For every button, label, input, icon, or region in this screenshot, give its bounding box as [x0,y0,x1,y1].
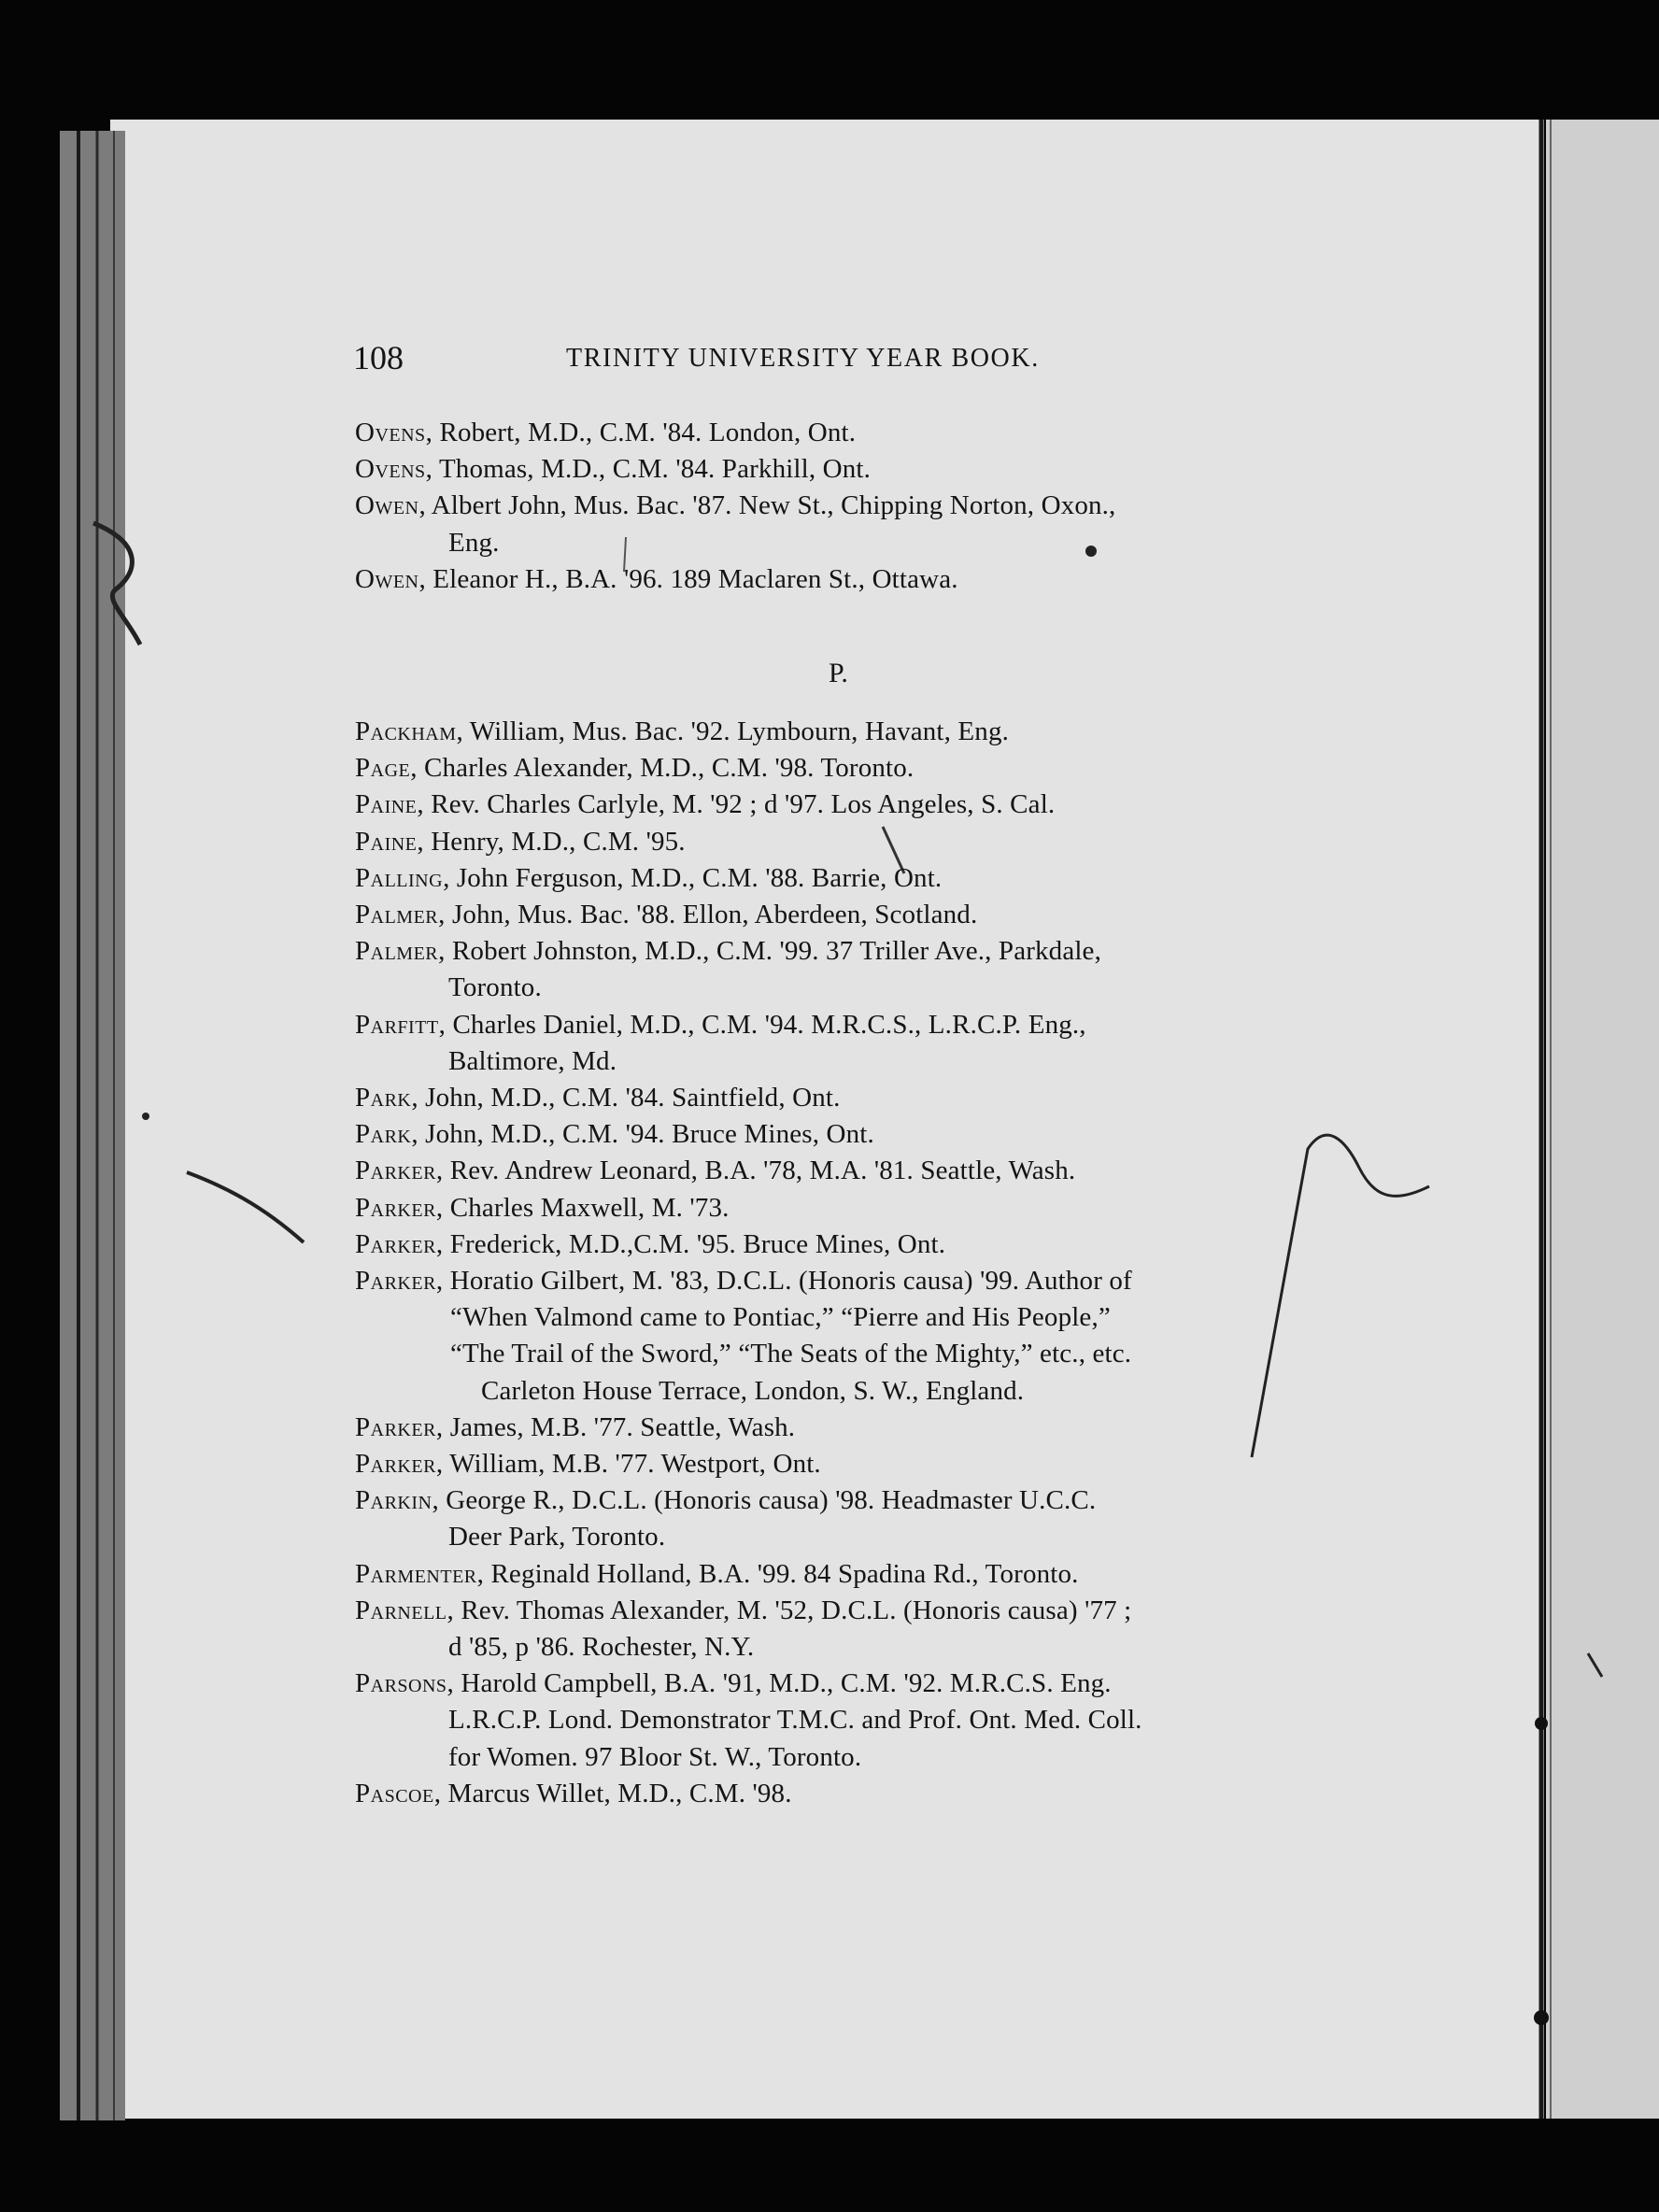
entry-details: , Albert John, Mus. Bac. '87. New St., Chipping Norton, Oxon., [418,490,1116,521]
entry-surname: Parsons [355,1668,447,1699]
entry-surname: Park [355,1119,412,1150]
entry-surname: Parker [355,1156,436,1186]
entry-details: , Marcus Willet, M.D., C.M. '98. [433,1778,792,1808]
bottom-frame [0,2120,1659,2212]
entry-details: , George R., D.C.L. (Honoris causa) '98. Headmaster U.C.C. [432,1485,1097,1516]
entry-details: , John, M.D., C.M. '94. Bruce Mines, Ont. [411,1119,874,1150]
entry-continuation: Carleton House Terrace, London, S. W., England. [481,1375,1025,1406]
paper-page [110,120,1544,2119]
entry-details: , Rev. Andrew Leonard, B.A. '78, M.A. '81. Seattle, Wash. [435,1156,1076,1186]
entry-surname: Ovens [355,418,426,447]
entry-surname: Parfitt [355,1009,439,1040]
entry-surname: Paine [355,789,418,820]
entry-surname: Pascoe [355,1778,434,1808]
entry-surname: Parnell [355,1595,447,1625]
entry-details: , Robert Johnston, M.D., C.M. '99. 37 Triller Ave., Parkdale, [438,936,1101,967]
entry-continuation: for Women. 97 Bloor St. W., Toronto. [448,1741,862,1772]
running-head: TRINITY UNIVERSITY YEAR BOOK. [566,344,1040,373]
ink-dot [1085,546,1097,557]
entry-details: , John Ferguson, M.D., C.M. '88. Barrie, Ont. [443,862,943,893]
entry-surname: Parker [355,1266,436,1296]
ink-dot [142,1113,149,1120]
entry-continuation: Eng. [448,527,500,558]
entry-surname: Palmer [355,900,439,929]
entry-continuation: “The Trail of the Sword,” “The Seats of the Mighty,” etc., etc. [450,1339,1132,1369]
entry-surname: Owen [355,490,419,521]
entry-details: , William, Mus. Bac. '92. Lymbourn, Havant, Eng. [456,716,1009,746]
entry-continuation: “When Valmond came to Pontiac,” “Pierre and His People,” [450,1302,1111,1333]
entry-surname: Page [355,753,411,784]
ink-dot [1535,1717,1548,1730]
entry-continuation: Toronto. [448,972,542,1003]
entry-surname: Palmer [355,936,439,967]
entry-surname: Paine [355,826,418,857]
entry-details: , Charles Maxwell, M. '73. [435,1192,730,1223]
entry-surname: Packham [355,716,457,746]
entry-details: , Charles Daniel, M.D., C.M. '94. M.R.C.S., L.R.C.P. Eng., [438,1009,1086,1040]
entry-details: , John, M.D., C.M. '84. Saintfield, Ont. [411,1083,841,1113]
entry-surname: Parker [355,1192,436,1223]
entry-details: , Robert, M.D., C.M. '84. London, Ont. [425,418,857,447]
entry-details: , James, M.B. '77. Seattle, Wash. [435,1411,796,1442]
entry-details: , Charles Alexander, M.D., C.M. '98. Toronto. [410,753,915,784]
entry-details: , Rev. Charles Carlyle, M. '92 ; d '97. Los Angeles, S. Cal. [417,789,1056,820]
entry-surname: Park [355,1083,412,1113]
entry-surname: Parker [355,1449,436,1479]
entry-continuation: Deer Park, Toronto. [448,1522,666,1553]
entry-surname: Parker [355,1228,436,1259]
entry-details: , Henry, M.D., C.M. '95. [417,826,686,857]
entry-surname: Owen [355,563,419,594]
entry-details: , Reginald Holland, B.A. '99. 84 Spadina Rd., Toronto. [476,1558,1079,1589]
entry-details: , Harold Campbell, B.A. '91, M.D., C.M. '92. M.R.C.S. Eng. [447,1668,1112,1699]
entry-surname: Parmenter [355,1558,477,1589]
entry-details: , Frederick, M.D.,C.M. '95. Bruce Mines, Ont. [435,1228,946,1259]
entry-surname: Parkin [355,1485,432,1516]
binding-gutter [60,131,125,2120]
entry-surname: Parker [355,1411,436,1442]
entry-details: , William, M.B. '77. Westport, Ont. [435,1449,821,1479]
entry-details: , Rev. Thomas Alexander, M. '52, D.C.L. (Honoris causa) '77 ; [447,1595,1132,1625]
entry-continuation: Baltimore, Md. [448,1045,617,1076]
section-letter: P. [829,658,848,688]
entry-surname: Palling [355,862,444,893]
entry-continuation: d '85, p '86. Rochester, N.Y. [448,1632,755,1662]
entry-continuation: L.R.C.P. Lond. Demonstrator T.M.C. and Prof. Ont. Med. Coll. [448,1705,1142,1736]
entry-details: , John, Mus. Bac. '88. Ellon, Aberdeen, Scotland. [438,900,978,929]
entry-details: , Horatio Gilbert, M. '83, D.C.L. (Honoris causa) '99. Author of [435,1266,1132,1296]
entry-details: , Thomas, M.D., C.M. '84. Parkhill, Ont. [425,454,871,485]
right-page-sliver [1546,120,1659,2119]
entry-surname: Ovens [355,454,426,485]
page-number: 108 [353,339,404,376]
ink-dot [1534,2010,1549,2025]
entry-details: , Eleanor H., B.A. '96. 189 Maclaren St., Ottawa. [418,563,958,594]
